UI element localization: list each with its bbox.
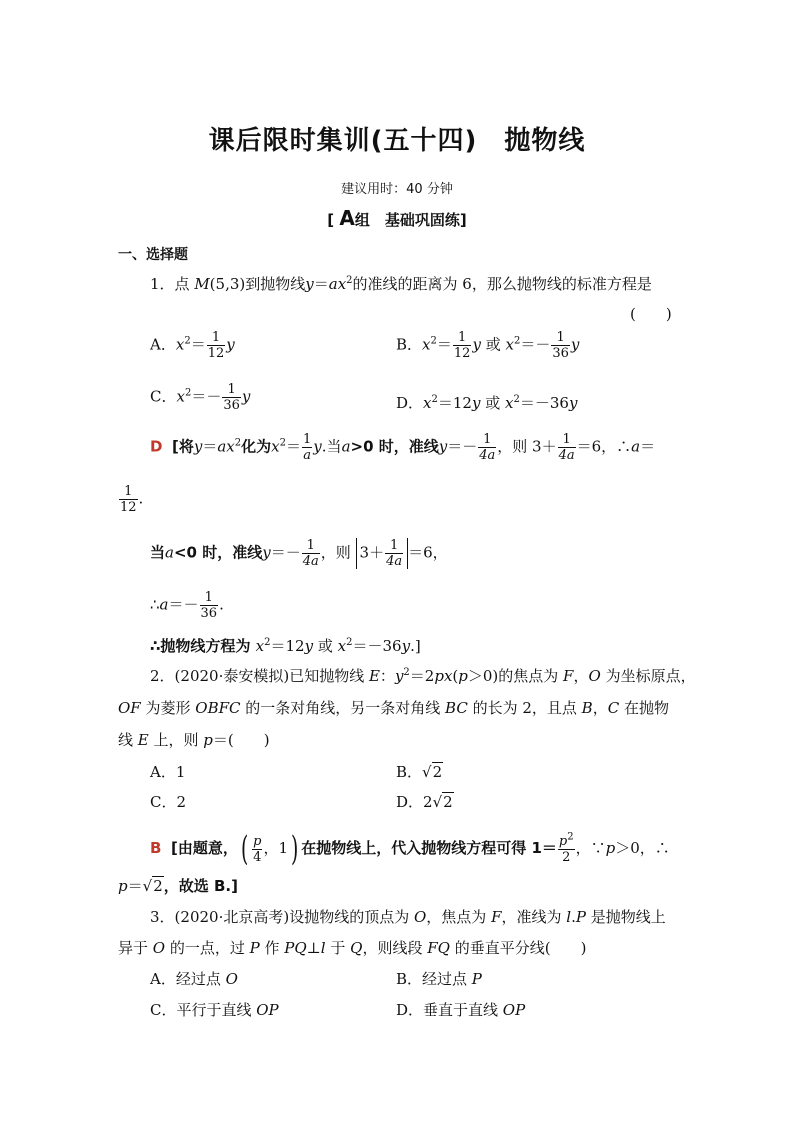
q1-solution-line-3: 当a<0 时，准线y＝－ $\frac{1}{4a}$ ，则 3＋ $\frac{1}{4a}$ ＝6， [150, 538, 448, 569]
q3-stem-line-2: 异于 O 的一点，过 P 作 PQ⊥l 于 Q，则线段 FQ 的垂直平分线( ) [118, 939, 587, 957]
q1-answer: D [150, 437, 163, 456]
q2-option-b[interactable]: B．√2 [396, 763, 443, 781]
q1-solution-line-4: ∴a＝－ $\frac{1}{36}$ . [150, 590, 224, 621]
q2-answer: B [150, 839, 162, 857]
sqrt-symbol: √2 [142, 877, 163, 895]
q1-option-a[interactable]: A．$x^2=$ $\frac{1}{12}$ y [150, 330, 235, 361]
q1-option-d[interactable]: D．$x^2=12y$ 或 $x^2=-36y$ [396, 394, 578, 412]
q2-stem-line-3: 线 E 上，则 p＝( ) [118, 731, 270, 749]
q3-option-b[interactable]: B．经过点 P [396, 970, 482, 988]
q3-option-a[interactable]: A．经过点 O [150, 970, 238, 988]
q2-stem-line-1: 2．(2020·泰安模拟)已知抛物线 E：$y^2=2px(p>0)$的焦点为 F，O 为坐标原点， [150, 667, 696, 685]
q3-option-c[interactable]: C．平行于直线 OP [150, 1001, 279, 1019]
q1-option-c[interactable]: C．$x^2=-$ $\frac{1}{36}$ y [150, 382, 251, 413]
group-heading: [ A组 基础巩固练] [327, 206, 467, 230]
q2-solution-line-1: B [由题意，( $\frac{p}{4}$ ，1) 在抛物线上，代入抛物线方程可得 1＝ $\frac{p^2}{2}$ ，∵p＞0，∴ [150, 829, 670, 869]
q2-option-d[interactable]: D．2√2 [396, 793, 453, 811]
section-label: 一、选择题 [118, 247, 188, 263]
q1-answer-blank: ( ) [630, 305, 672, 323]
q2-solution-line-2: p＝√2，故选 B.] [118, 877, 238, 895]
page-title: 课后限时集训(五十四) 抛物线 [208, 126, 586, 156]
q2-option-a[interactable]: A．1 [150, 763, 186, 781]
q2-stem-line-2: OF 为菱形 OBFC 的一条对角线，另一条对角线 BC 的长为 2，且点 B，C 在抛物 [118, 699, 669, 717]
q1-solution-line-1: D [将$y=ax^2$化为$x^2=$ $\frac{1}{a}$ y.当a>0 时，准线y＝－ $\frac{1}{4a}$ ，则 3＋ $\frac{1}{4a}$ ＝6，∴a＝ [150, 432, 656, 463]
sqrt-symbol: √2 [432, 793, 453, 811]
q1-stem: 1．点 M(5,3)到抛物线$y=ax^2$的准线的距离为 6，那么抛物线的标准方程是 [150, 275, 652, 293]
q3-stem-line-1: 3．(2020·北京高考)设抛物线的顶点为 O，焦点为 F，准线为 l.P 是抛物线上 [150, 908, 666, 926]
time-suggestion: 建议用时：40 分钟 [341, 182, 453, 197]
sqrt-symbol: √2 [422, 763, 443, 781]
q1-solution-line-5: ∴抛物线方程为 $x^2=12y$ 或 $x^2=-36y$.] [150, 637, 421, 655]
absolute-value-bars: 3＋ $\frac{1}{4a}$ [356, 538, 409, 569]
q1-option-b[interactable]: B．$x^2=$ $\frac{1}{12}$ y 或 $x^2=-$ $\frac{1}{36}$ y [396, 330, 580, 361]
q1-solution-line-2: $\frac{1}{12}$ . [120, 484, 144, 515]
q3-option-d[interactable]: D．垂直于直线 OP [396, 1001, 526, 1019]
q2-option-c[interactable]: C．2 [150, 793, 187, 811]
